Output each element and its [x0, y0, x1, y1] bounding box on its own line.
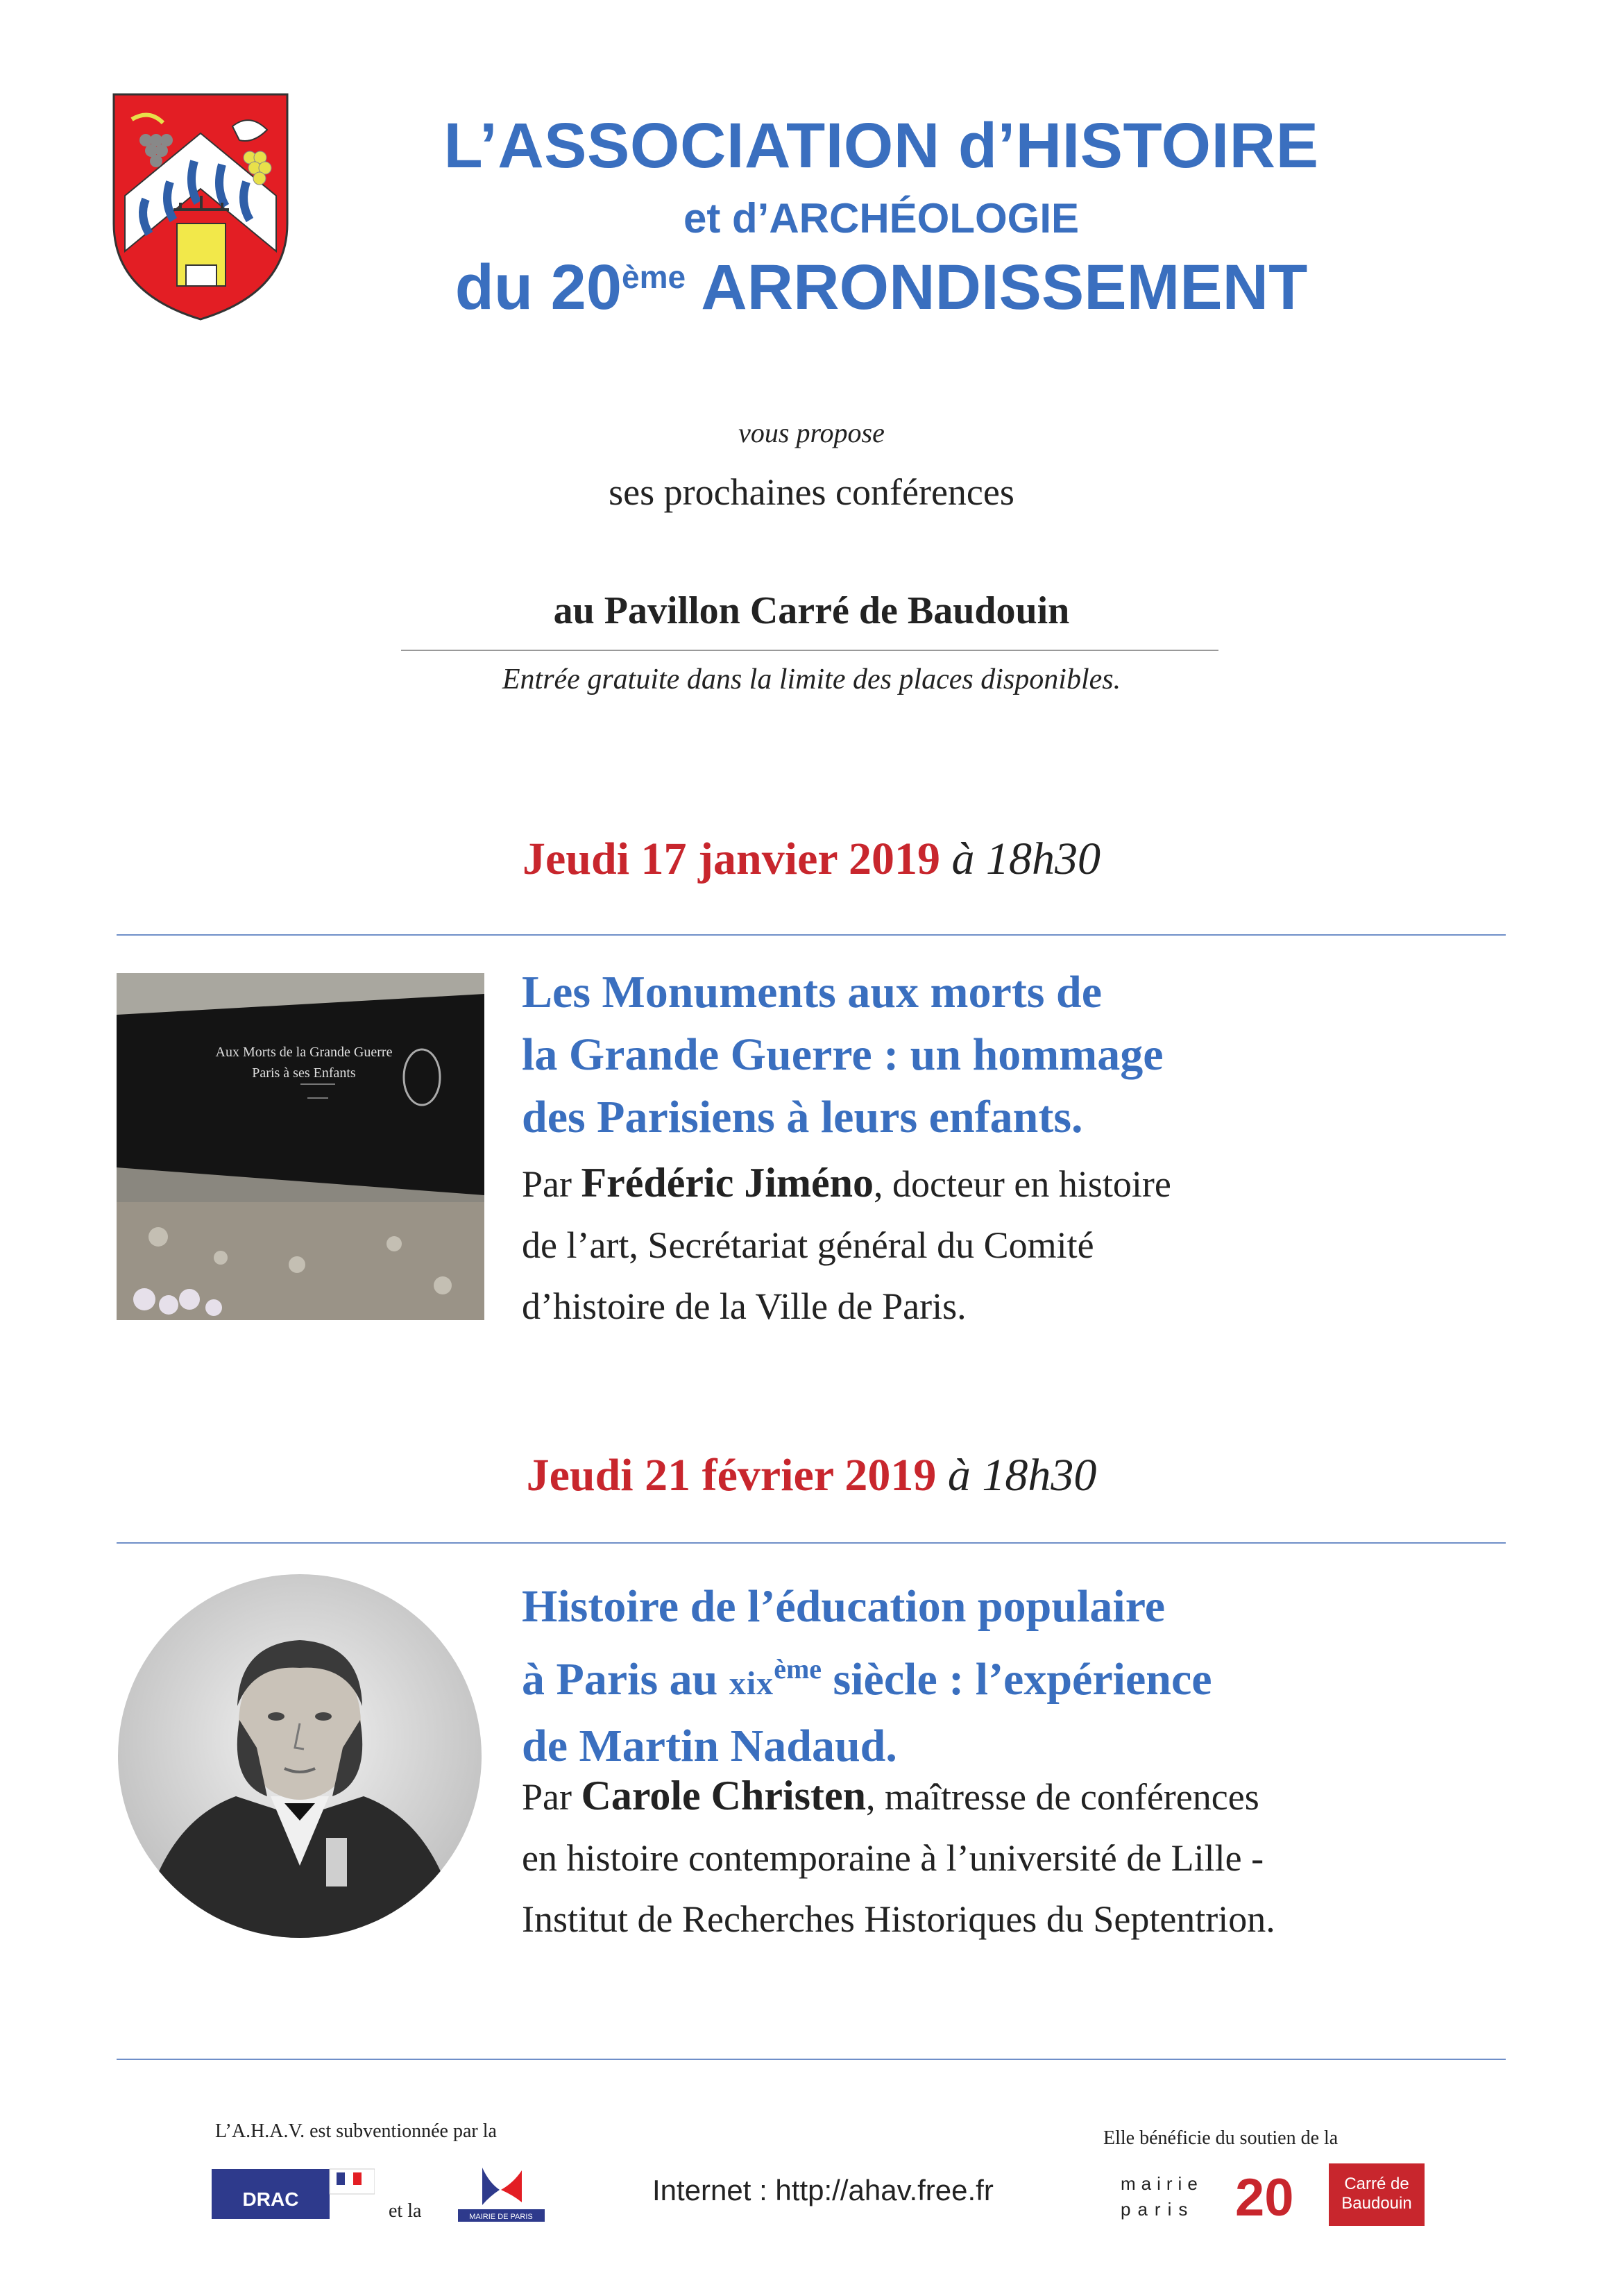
association-title-line3: du 20ème ARRONDISSEMENT: [454, 252, 1308, 323]
svg-text:Aux Morts de la Grande Guerre: Aux Morts de la Grande Guerre: [215, 1045, 393, 1060]
subsidy-text: L’A.H.A.V. est subventionnée par la: [215, 2120, 497, 2142]
svg-text:20: 20: [1235, 2168, 1294, 2225]
monument-photo: [117, 973, 484, 1320]
portrait-photo: [118, 1574, 482, 1938]
venue-name: au Pavillon Carré de Baudouin: [553, 589, 1070, 632]
event2-speaker-info: Par Carole Christen, maîtresse de conférences en histoire contemporaine à l’université de Lille - Institut de Recherches Historiques du Septentrion.: [522, 1773, 1275, 1940]
event2-divider: [117, 1542, 1506, 1544]
entry-note: Entrée gratuite dans la limite des places disponibles.: [502, 664, 1121, 695]
event1-title: Les Monuments aux morts de la Grande Guerre : un hommage des Parisiens à leurs enfants.: [522, 967, 1164, 1142]
venue-divider: [401, 650, 1218, 651]
event1-divider: [117, 934, 1506, 936]
svg-text:mairie: mairie: [1121, 2173, 1203, 2194]
intro-proposes: vous propose: [738, 417, 885, 448]
and-text: et la: [389, 2200, 422, 2222]
intro-conferences: ses prochaines conférences: [609, 471, 1014, 513]
svg-text:DRAC: DRAC: [242, 2188, 299, 2210]
event2-speaker-name: Carole Christen: [581, 1773, 866, 1818]
event1-date: Jeudi 17 janvier 2019 à 18h30: [522, 834, 1101, 884]
svg-text:Paris à ses Enfants: Paris à ses Enfants: [252, 1065, 356, 1081]
event2-title: Histoire de l’éducation populaire à Paris au xix$^{ème}$ siècle : l’expérience de Martin Nadaud.: [522, 1581, 1212, 1771]
mairie-de-paris-logo: [458, 2162, 545, 2223]
association-title-line1: L’ASSOCIATION d’HISTOIRE: [443, 110, 1319, 181]
footer-divider: [117, 2059, 1506, 2060]
event1-speaker-name: Frédéric Jiméno: [581, 1160, 874, 1206]
event1-speaker-info: Par Frédéric Jiméno, docteur en histoire de l’art, Secrétariat général du Comité d’histoire de la Ville de Paris.: [522, 1160, 1171, 1327]
internet-url[interactable]: Internet : http://ahav.free.fr: [652, 2174, 994, 2206]
support-text: Elle bénéficie du soutien de la: [1103, 2127, 1339, 2149]
svg-text:MAIRIE DE PARIS: MAIRIE DE PARIS: [469, 2213, 533, 2221]
event2-date: Jeudi 21 février 2019 à 18h30: [526, 1450, 1097, 1501]
mairie-paris-20-logo: [1121, 2166, 1308, 2225]
svg-text:paris: paris: [1121, 2199, 1195, 2220]
association-title-line2: et d’ARCHÉOLOGIE: [683, 195, 1080, 242]
drac-logo: [212, 2166, 375, 2221]
coat-of-arms-logo: [111, 92, 290, 322]
carre-de-baudouin-logo: Carré de Baudouin: [1329, 2163, 1425, 2226]
